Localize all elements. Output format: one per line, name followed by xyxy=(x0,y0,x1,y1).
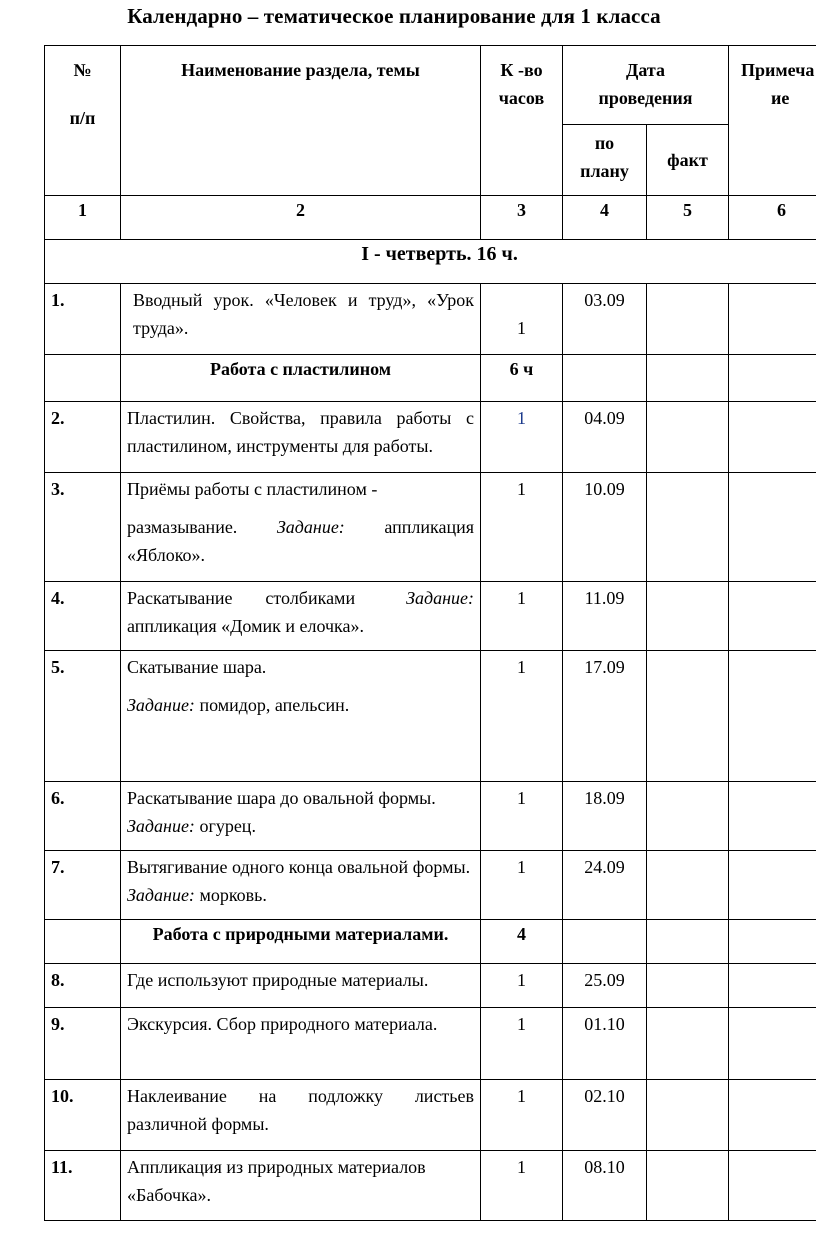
lesson-date-plan: 10.09 xyxy=(563,473,647,582)
lesson-topic: Аппликация из природных материалов «Бабочка». xyxy=(121,1151,481,1221)
column-number-row xyxy=(45,196,816,240)
lesson-date-fact xyxy=(647,1151,729,1221)
lesson-hours: 1 xyxy=(481,402,563,473)
header-name: Наименование раздела, темы xyxy=(121,46,481,196)
column-number: 3 xyxy=(481,196,563,240)
column-number: 6 xyxy=(729,196,816,240)
lesson-hours: 1 xyxy=(481,284,563,355)
lesson-date-plan: 25.09 xyxy=(563,964,647,1008)
lesson-date-fact xyxy=(647,284,729,355)
lesson-date-fact xyxy=(647,1080,729,1151)
lesson-topic-text: Приёмы работы с пластилином - xyxy=(127,479,378,499)
task-text: аппликация «Яблоко». xyxy=(127,517,475,565)
lesson-topic-text: Раскатывание столбиками xyxy=(127,588,356,608)
lesson-note xyxy=(729,402,816,473)
lesson-hours: 1 xyxy=(481,1008,563,1080)
lesson-note xyxy=(729,851,816,920)
lesson-hours: 1 xyxy=(481,851,563,920)
lesson-topic xyxy=(121,851,481,920)
section-hours: 6 ч xyxy=(481,355,563,402)
section-note xyxy=(729,355,816,402)
lesson-hours: 1 xyxy=(481,1151,563,1221)
table-row xyxy=(45,782,816,851)
section-row xyxy=(45,355,816,402)
lesson-date-plan: 18.09 xyxy=(563,782,647,851)
lesson-hours: 1 xyxy=(481,473,563,582)
lesson-number: 2. xyxy=(45,402,121,473)
lesson-number: 1. xyxy=(45,284,121,355)
lesson-note xyxy=(729,582,816,651)
lesson-date-plan: 17.09 xyxy=(563,651,647,782)
lesson-topic xyxy=(121,782,481,851)
lesson-hours: 1 xyxy=(481,964,563,1008)
lesson-topic xyxy=(121,651,481,782)
header-fact: факт xyxy=(647,125,729,196)
lesson-note xyxy=(729,964,816,1008)
section-title: Работа с пластилином xyxy=(121,355,481,402)
column-number: 4 xyxy=(563,196,647,240)
task-text: морковь. xyxy=(199,885,267,905)
column-number: 1 xyxy=(45,196,121,240)
plan-table xyxy=(44,45,816,1221)
lesson-date-plan: 08.10 xyxy=(563,1151,647,1221)
lesson-topic: Где используют природные материалы. xyxy=(121,964,481,1008)
task-label: Задание: xyxy=(127,816,195,836)
lesson-topic xyxy=(121,473,481,582)
lesson-date-fact xyxy=(647,651,729,782)
table-row xyxy=(45,651,816,782)
lesson-note xyxy=(729,473,816,582)
lesson-hours: 1 xyxy=(481,782,563,851)
lesson-date-fact xyxy=(647,851,729,920)
table-row xyxy=(45,284,816,355)
lesson-topic xyxy=(121,582,481,651)
lesson-note xyxy=(729,782,816,851)
lesson-topic: Пластилин. Свойства, правила работы с пластилином, инструменты для работы. xyxy=(121,402,481,473)
lesson-hours: 1 xyxy=(481,651,563,782)
table-row xyxy=(45,473,816,582)
lesson-date-plan: 04.09 xyxy=(563,402,647,473)
lesson-date-fact xyxy=(647,964,729,1008)
quarter-row xyxy=(45,240,816,284)
task-text: огурец. xyxy=(199,816,256,836)
section-date-fact xyxy=(647,920,729,964)
task-label: Задание: xyxy=(127,885,195,905)
lesson-hours: 1 xyxy=(481,1080,563,1151)
table-row xyxy=(45,1151,816,1221)
lesson-date-fact xyxy=(647,1008,729,1080)
lesson-topic-text: Раскатывание шара до овальной формы. xyxy=(127,788,436,808)
table-row xyxy=(45,402,816,473)
lesson-date-plan: 01.10 xyxy=(563,1008,647,1080)
lesson-date-plan: 24.09 xyxy=(563,851,647,920)
lesson-number: 7. xyxy=(45,851,121,920)
section-date-plan xyxy=(563,355,647,402)
section-hours: 4 xyxy=(481,920,563,964)
task-label: Задание: xyxy=(276,517,345,537)
task-label: Задание: xyxy=(406,588,474,608)
header-note: Примеча ие xyxy=(729,46,816,196)
lesson-number: 8. xyxy=(45,964,121,1008)
lesson-number: 9. xyxy=(45,1008,121,1080)
section-number xyxy=(45,355,121,402)
lesson-number: 11. xyxy=(45,1151,121,1221)
lesson-number: 10. xyxy=(45,1080,121,1151)
section-number xyxy=(45,920,121,964)
section-date-fact xyxy=(647,355,729,402)
lesson-number: 6. xyxy=(45,782,121,851)
table-row xyxy=(45,582,816,651)
column-number: 2 xyxy=(121,196,481,240)
task-text: аппликация «Домик и елочка». xyxy=(127,616,364,636)
lesson-date-fact xyxy=(647,402,729,473)
lesson-note xyxy=(729,284,816,355)
section-row xyxy=(45,920,816,964)
lesson-date-plan: 02.10 xyxy=(563,1080,647,1151)
header-date: Дата проведения xyxy=(563,46,729,125)
header-row xyxy=(45,46,816,125)
lesson-hours: 1 xyxy=(481,582,563,651)
lesson-date-fact xyxy=(647,782,729,851)
page-title: Календарно – тематическое планирование для 1 класса xyxy=(127,4,661,28)
lesson-note xyxy=(729,1080,816,1151)
lesson-number: 4. xyxy=(45,582,121,651)
lesson-topic-text: Скатывание шара. xyxy=(127,657,267,677)
task-text: помидор, апельсин. xyxy=(199,695,350,715)
quarter-title: I - четверть. 16 ч. xyxy=(45,240,816,284)
lesson-topic: Экскурсия. Сбор природного материала. xyxy=(121,1008,481,1080)
lesson-topic-text: размазывание. xyxy=(127,517,238,537)
lesson-date-fact xyxy=(647,582,729,651)
lesson-note xyxy=(729,651,816,782)
section-title: Работа с природными материалами. xyxy=(121,920,481,964)
lesson-topic-text: Вытягивание одного конца овальной формы. xyxy=(127,857,471,877)
table-row xyxy=(45,1008,816,1080)
lesson-topic: Вводный урок. «Человек и труд», «Урок труда». xyxy=(121,284,481,355)
task-label: Задание: xyxy=(127,695,195,715)
lesson-topic: Наклеивание на подложку листьев различной формы. xyxy=(121,1080,481,1151)
lesson-number: 5. xyxy=(45,651,121,782)
table-row xyxy=(45,851,816,920)
lesson-note xyxy=(729,1151,816,1221)
table-row xyxy=(45,964,816,1008)
header-hours: К -во часов xyxy=(481,46,563,196)
header-plan: по плану xyxy=(563,125,647,196)
table-row xyxy=(45,1080,816,1151)
section-date-plan xyxy=(563,920,647,964)
column-number: 5 xyxy=(647,196,729,240)
lesson-date-plan: 03.09 xyxy=(563,284,647,355)
lesson-note xyxy=(729,1008,816,1080)
lesson-number: 3. xyxy=(45,473,121,582)
header-number: № п/п xyxy=(45,46,121,196)
section-note xyxy=(729,920,816,964)
lesson-date-plan: 11.09 xyxy=(563,582,647,651)
lesson-date-fact xyxy=(647,473,729,582)
